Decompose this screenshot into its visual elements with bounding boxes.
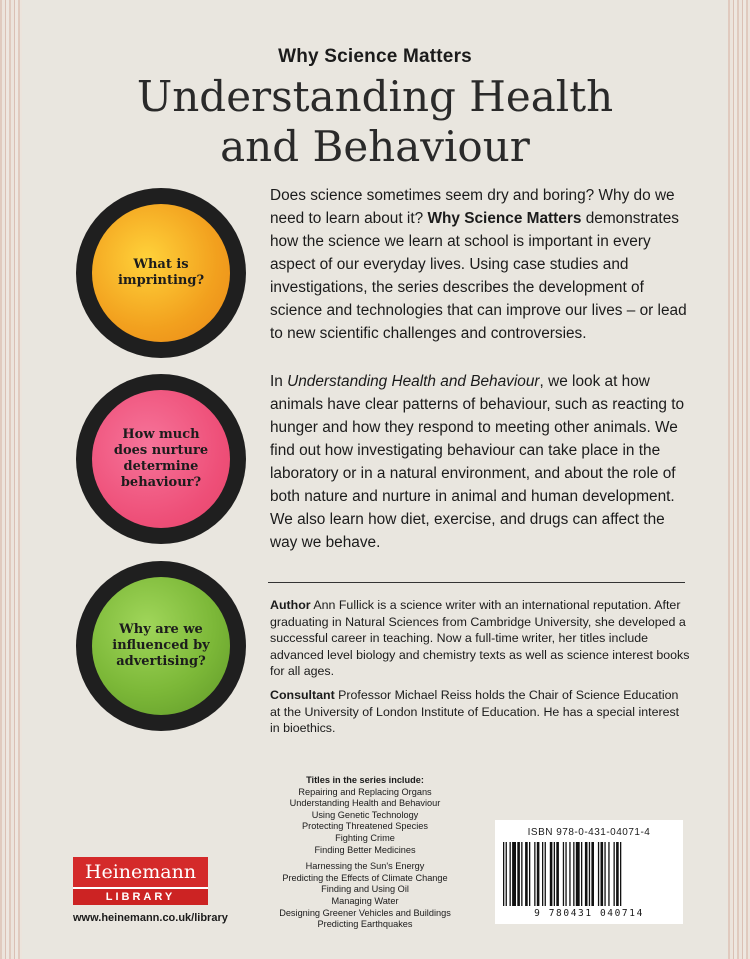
barcode-bar xyxy=(608,842,609,906)
barcode-bar xyxy=(537,842,540,906)
list-item: Using Genetic Technology xyxy=(311,809,419,820)
barcode-bar xyxy=(525,842,528,906)
author-bio xyxy=(270,597,690,680)
blurb-text: In xyxy=(270,373,288,390)
blurb-paragraph-2 xyxy=(270,370,690,554)
book-title-line2: and Behaviour xyxy=(220,122,530,171)
barcode-bar xyxy=(554,842,555,906)
barcode-bar xyxy=(589,842,590,906)
barcode-bar xyxy=(604,842,605,906)
barcode-bar xyxy=(556,842,559,906)
publisher-url: www.heinemann.co.uk/library xyxy=(73,912,228,924)
barcode-bar xyxy=(563,842,564,906)
barcode-bar xyxy=(581,842,582,906)
publisher-name: Heinemann xyxy=(73,857,208,887)
author-text: Ann Fullick is a science writer with an international reputation. After graduating in Natural Sciences from Cambridge University, she developed a successful career in teaching. Now a full-time writer, her titles include advanced level biology and chemistry texts as well as science interest books for all ages. xyxy=(270,598,690,678)
barcode-bar xyxy=(576,842,580,906)
list-item: Protecting Threatened Species xyxy=(302,821,428,832)
blurb-text: Does science sometimes seem dry and boring? Why do we need to learn about it? xyxy=(270,187,675,227)
barcode-bar xyxy=(620,842,621,906)
book-title-line1: Understanding Health xyxy=(136,72,614,121)
barcode-bar xyxy=(529,842,530,906)
barcode-bar xyxy=(573,842,574,906)
question-text: Why are we influenced by advertising? xyxy=(92,577,230,715)
question-circle-imprinting xyxy=(76,188,246,358)
blurb-text: demonstrates how the science we learn at school is important in every aspect of our everyday lives. Using case studies and investigations, the series describes the development of science and technologies that can improve our lives – or lead to new scientific challenges and controversies. xyxy=(270,210,687,342)
barcode-bar xyxy=(598,842,599,906)
divider xyxy=(268,582,685,583)
question-circle-advertising xyxy=(76,561,246,731)
series-titles-heading: Titles in the series include: xyxy=(306,775,424,785)
series-titles-list xyxy=(255,775,475,931)
list-item: Managing Water xyxy=(331,895,399,906)
question-text: What is imprinting? xyxy=(92,204,230,342)
barcode-bar xyxy=(591,842,594,906)
barcode-bar xyxy=(506,842,507,906)
question-circle-nurture xyxy=(76,374,246,544)
barcode-bar xyxy=(585,842,588,906)
publisher-logo xyxy=(73,857,208,905)
isbn-barcode xyxy=(495,820,683,924)
list-item: Finding and Using Oil xyxy=(321,884,409,895)
book-title xyxy=(0,72,750,172)
list-item: Repairing and Replacing Organs xyxy=(298,786,432,797)
barcode-bar xyxy=(616,842,619,906)
list-item: Predicting the Effects of Climate Change xyxy=(282,872,448,883)
barcode-digits: 9 780431 040714 xyxy=(534,908,644,919)
publisher-sub: LIBRARY xyxy=(73,887,208,905)
list-item: Designing Greener Vehicles and Buildings xyxy=(279,907,451,918)
consultant-label: Consultant xyxy=(270,688,335,702)
barcode-bar xyxy=(550,842,553,906)
consultant-bio xyxy=(270,687,690,737)
barcode-bar xyxy=(542,842,543,906)
barcode-bar xyxy=(614,842,615,906)
blurb-text: , we look at how animals have clear patterns of behaviour, such as reacting to hunger and how they respond to meeting other animals. We find out how investigating behaviour can take place in the laboratory or in a natural environment, and about the role of both nature and nurture in animal and human development. We also learn how diet, exercise, and drugs can affect the way we behave. xyxy=(270,373,685,551)
list-item: Fighting Crime xyxy=(335,832,395,843)
barcode-bar xyxy=(521,842,522,906)
barcode-bar xyxy=(517,842,520,906)
list-item: Understanding Health and Behaviour xyxy=(289,798,441,809)
barcode-bar xyxy=(569,842,570,906)
barcode-bar xyxy=(512,842,516,906)
isbn-text: ISBN 978-0-431-04071-4 xyxy=(527,827,651,838)
barcode-bar xyxy=(601,842,604,906)
barcode-bar xyxy=(510,842,511,906)
list-item: Harnessing the Sun's Energy xyxy=(305,861,425,872)
blurb-paragraph-1 xyxy=(270,184,690,345)
list-item: Finding Better Medicines xyxy=(314,844,416,855)
barcode-bar xyxy=(503,842,504,906)
list-item: Predicting Earthquakes xyxy=(317,919,413,930)
consultant-text: Professor Michael Reiss holds the Chair of Science Education at the University of London Institute of Education. He has a special interest in bioethics. xyxy=(270,688,680,735)
blurb-book-title: Understanding Health and Behaviour xyxy=(287,373,540,390)
question-text: How much does nurture determine behaviour? xyxy=(92,390,230,528)
blurb-series-name: Why Science Matters xyxy=(427,210,582,227)
series-name: Why Science Matters xyxy=(278,46,472,67)
barcode-bar xyxy=(534,842,535,906)
author-label: Author xyxy=(270,598,311,612)
barcode-bars xyxy=(503,842,675,906)
barcode-bar xyxy=(545,842,546,906)
barcode-bar xyxy=(565,842,566,906)
